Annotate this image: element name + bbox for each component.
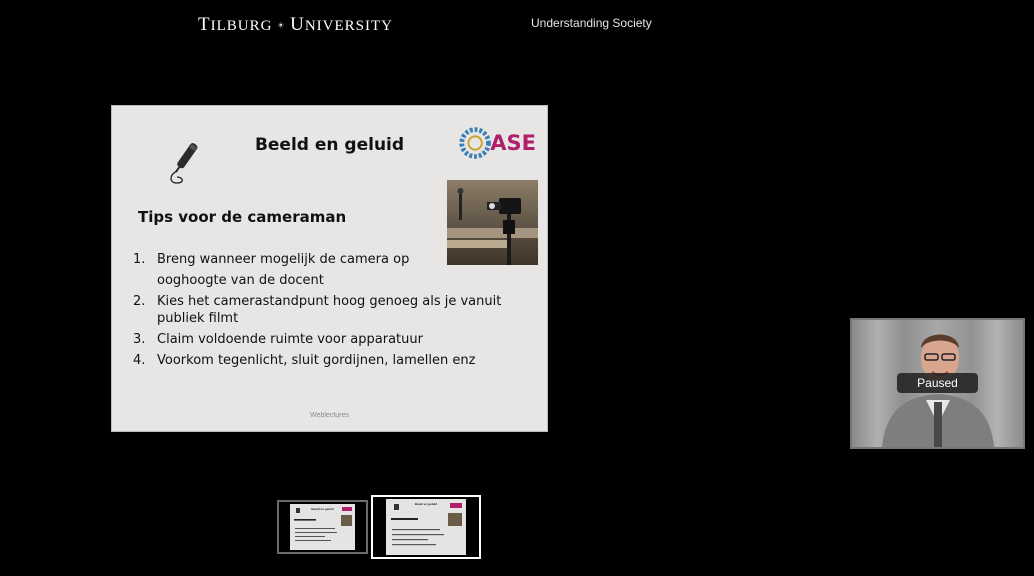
- brand-tagline: Understanding Society: [531, 16, 652, 30]
- tip-number: 2.: [133, 294, 146, 309]
- oase-logo-icon: [456, 123, 536, 163]
- thumbnail-title: Beeld en geluid: [311, 507, 334, 511]
- slide-tip-item: [133, 251, 528, 289]
- university-logo: [198, 2, 393, 48]
- paused-status-badge: Paused: [897, 373, 978, 393]
- slide-thumbnail-selected[interactable]: [371, 495, 481, 559]
- thumbnail-content-icon: [290, 504, 355, 550]
- tilburg-seal-icon: [278, 2, 284, 48]
- slide-thumbnail-preview: [386, 499, 466, 555]
- tip-text: Kies het camerastandpunt hoog genoeg als je vanuit publiek filmt: [157, 294, 502, 326]
- slide-tip-item: [133, 331, 528, 348]
- thumbnail-title: Beeld en geluid: [414, 502, 438, 506]
- slide-tip-item: [133, 352, 528, 369]
- oase-emblem-icon: [456, 123, 494, 163]
- logo-word-left: TILBURG: [198, 14, 273, 35]
- slide-thumbnail[interactable]: [277, 500, 368, 554]
- tip-text: Claim voldoende ruimte voor apparatuur: [157, 332, 423, 347]
- slide-tip-item: [133, 293, 528, 327]
- tip-text: Voorkom tegenlicht, sluit gordijnen, lamellen enz: [157, 353, 476, 368]
- slide-tip-list: [133, 251, 528, 373]
- tip-number: 4.: [133, 353, 146, 368]
- oase-logo-text: ASE: [490, 131, 536, 155]
- presentation-slide: [111, 105, 548, 432]
- tip-text-continued: ooghoogte van de docent: [157, 273, 324, 288]
- tip-number: 3.: [133, 332, 146, 347]
- slide-title: Beeld en geluid: [254, 135, 405, 155]
- slide-subtitle: Tips voor de cameraman: [138, 208, 347, 226]
- tip-text: Breng wanneer mogelijk de camera op: [157, 252, 410, 267]
- thumbnail-content-icon: [386, 499, 466, 555]
- slide-thumbnail-preview: [290, 504, 355, 550]
- slide-footer: Weblectures: [310, 412, 349, 419]
- logo-word-right: UNIVERSITY: [290, 14, 393, 35]
- tip-number: 1.: [133, 252, 146, 267]
